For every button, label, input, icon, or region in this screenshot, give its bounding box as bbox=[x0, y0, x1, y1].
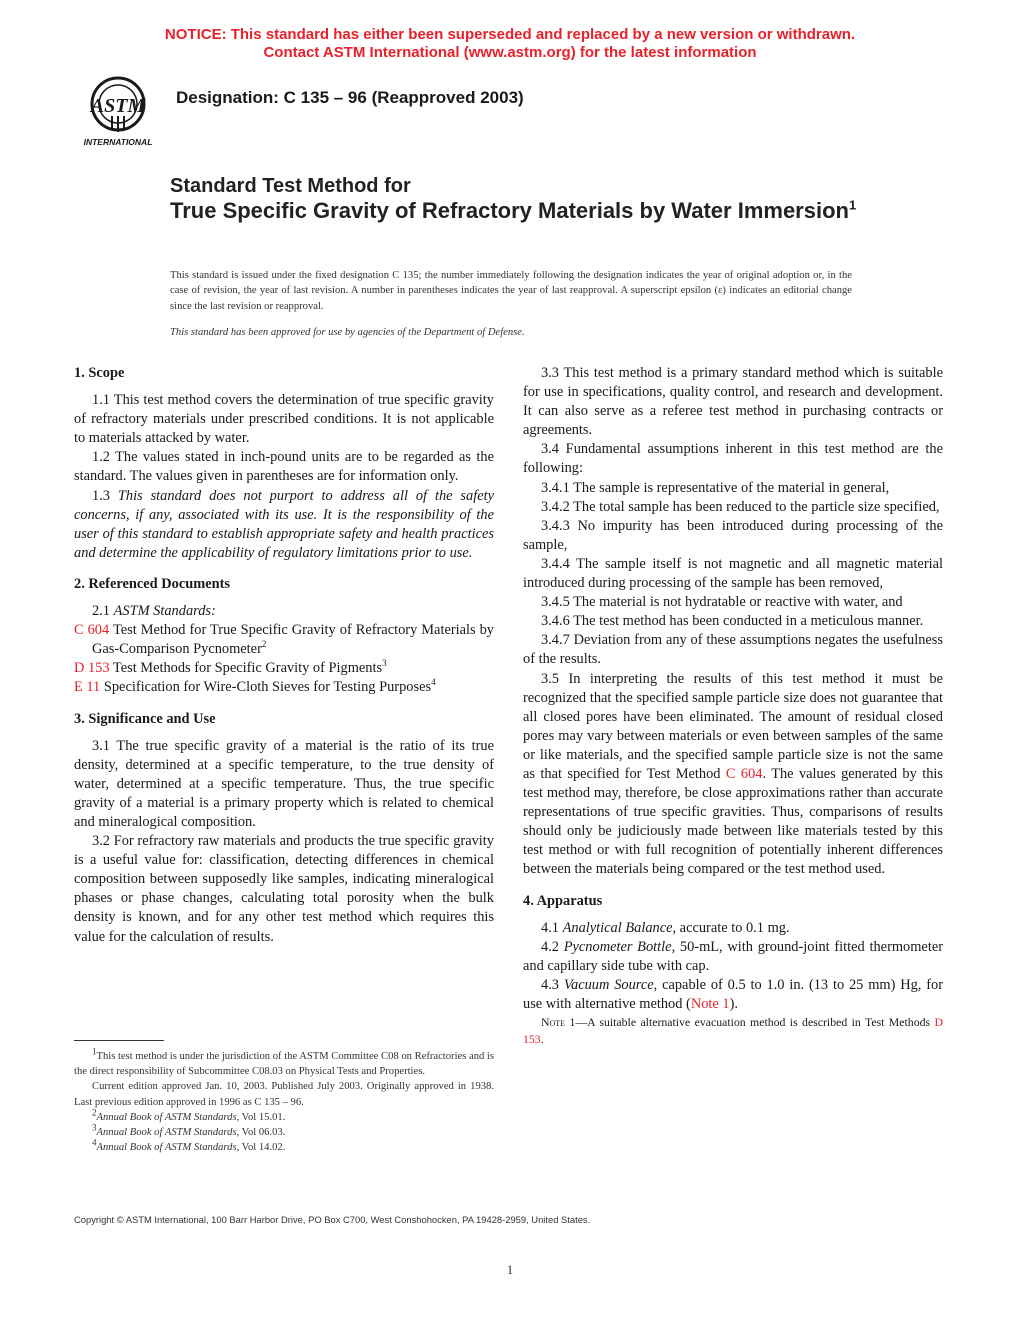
ref-d153: D 153 Test Methods for Specific Gravity of Pigments$^3$ bbox=[74, 658, 387, 677]
apparatus-heading: 4. Apparatus bbox=[523, 892, 603, 909]
notice-line-1: NOTICE: This standard has either been superseded and replaced by a new version or withdrawn. bbox=[164, 26, 856, 43]
para-3-4-3: 3.4.3 No impurity has been introduced during processing of the sample, bbox=[523, 517, 943, 553]
significance-heading: 3. Significance and Use bbox=[74, 710, 216, 727]
para-3-1: 3.1 The true specific gravity of a material is the ratio of its true density, determined at a specific temperature, to the true density of water, determined at a specific temperature. Thus, the true specific gravity of a material is a primary property which is related to chemical and mineralogical composition. bbox=[74, 737, 494, 830]
astm-logo bbox=[72, 72, 164, 150]
referenced-heading: 2. Referenced Documents bbox=[74, 575, 230, 592]
supersede-notice bbox=[0, 26, 1020, 62]
ref-c604: C 604 Test Method for True Specific Gravity of Refractory Materials by Gas-Comparison Pycnometer$^2$ bbox=[74, 622, 494, 658]
para-3-4-7: 3.4.7 Deviation from any of these assumptions negates the usefulness of the results. bbox=[523, 632, 943, 668]
para-4-1: 4.1 Analytical Balance, accurate to 0.1 mg. bbox=[541, 919, 790, 936]
para-1-3: 1.3 This standard does not purport to address all of the safety concerns, if any, associated with its use. It is the responsibility of the user of this standard to establish appropriate safety and health practices and determine the applicability of regulatory limitations prior to use. bbox=[74, 487, 494, 561]
page-number: 1 bbox=[506, 1262, 514, 1277]
svg-text:ASTM: ASTM bbox=[90, 95, 146, 117]
title-footnote-mark: 1 bbox=[848, 197, 857, 213]
notice-line-2: Contact ASTM International (www.astm.org) for the latest information bbox=[263, 44, 757, 61]
para-1-2: 1.2 The values stated in inch-pound units are to be regarded as the standard. The values given in parentheses are for information only. bbox=[74, 449, 494, 485]
para-3-5: 3.5 In interpreting the results of this test method it must be recognized that the specified sample particle size does not guarantee that all closed pores have been eliminated. The amount of residual closed pores may vary between materials or even between samples of the same or like materials, and the specified sample particle size is not the same as that specified for Test Method C 604. The values generated by this test method may, therefore, be close approximations rather than accurate representations of true specific gravities. Thus, comparisons of results should only be judiciously made between like materials tested by this test method or with full recognition of potentially inherent differences between the materials being compared or the test method used. bbox=[523, 670, 943, 878]
para-3-4: 3.4 Fundamental assumptions inherent in this test method are the following: bbox=[523, 441, 943, 477]
link-c604[interactable]: C 604 bbox=[725, 765, 763, 782]
footnote-2: $^2$Annual Book of ASTM Standards, Vol 15.01. bbox=[92, 1107, 286, 1123]
footnote-1: $^1$This test method is under the jurisdiction of the ASTM Committee C08 on Refractories and is the direct responsibility of Subcommittee C08.03 on Physical Tests and Properties. bbox=[74, 1046, 495, 1078]
para-3-4-1: 3.4.1 The sample is representative of the material in general, bbox=[541, 479, 890, 496]
para-3-2: 3.2 For refractory raw materials and products the true specific gravity is a useful value for: classification, detecting differences in chemical composition between supposedly like samples, indicating mineralogical phases or phase changes, calculating total porosity when the bulk density is known, and for any other test method which requires this value for the calculation of results. bbox=[74, 833, 494, 945]
note-1: Note 1—A suitable alternative evacuation method is described in Test Methods D 153. bbox=[523, 1015, 943, 1047]
para-3-4-5: 3.4.5 The material is not hydratable or reactive with water, and bbox=[541, 594, 903, 611]
ref-code-c604[interactable]: C 604 bbox=[74, 622, 110, 639]
ref-code-e11[interactable]: E 11 bbox=[74, 679, 101, 696]
para-1-1: 1.1 This test method covers the determination of true specific gravity of refractory materials under prescribed conditions. It is not applicable to materials attacked by water. bbox=[74, 392, 494, 447]
para-3-4-4: 3.4.4 The sample itself is not magnetic and all magnetic material introduced during processing of the sample has been removed, bbox=[523, 555, 943, 592]
right-column bbox=[523, 364, 943, 1048]
designation: Designation: C 135 – 96 (Reapproved 2003) bbox=[176, 88, 524, 107]
dod-note: This standard has been approved for use by agencies of the Department of Defense. bbox=[170, 327, 525, 338]
copyright: Copyright © ASTM International, 100 Barr Harbor Drive, PO Box C700, West Conshohocken, PA 19428-2959, United States. bbox=[74, 1214, 591, 1225]
para-3-4-2: 3.4.2 The total sample has been reduced to the particle size specified, bbox=[541, 498, 940, 515]
footnote-1-edition: Current edition approved Jan. 10, 2003. Published July 2003. Originally approved in 1938. Last previous edition approved in 1996 as C 135 – 96. bbox=[74, 1081, 494, 1108]
para-3-4-6: 3.4.6 The test method has been conducted in a meticulous manner. bbox=[541, 613, 924, 630]
para-3-3: 3.3 This test method is a primary standard method which is suitable for use in specifications, quality control, and research and development. It can also serve as a referee test method in purchasing contracts or agreements. bbox=[523, 365, 943, 439]
para-4-2: 4.2 Pycnometer Bottle, 50-mL, with ground-joint fitted thermometer and capillary side tube with cap. bbox=[523, 938, 944, 974]
footnote-3: $^3$Annual Book of ASTM Standards, Vol 06.03. bbox=[92, 1122, 286, 1139]
para-2-1: 2.1 ASTM Standards: bbox=[92, 603, 216, 620]
footnote-4: $^4$Annual Book of ASTM Standards, Vol 14.02. bbox=[92, 1137, 286, 1154]
left-column bbox=[74, 364, 494, 947]
para-4-3: 4.3 Vacuum Source, capable of 0.5 to 1.0 in. (13 to 25 mm) Hg, for use with alternative method (Note 1). bbox=[523, 976, 943, 1012]
title-line-1: Standard Test Method for bbox=[170, 175, 411, 197]
link-note-1[interactable]: Note 1 bbox=[690, 996, 730, 1012]
standard-note: This standard is issued under the fixed designation C 135; the number immediately following the designation indicates the year of original adoption or, in the case of revision, the year of last revision. A number in parentheses indicates the year of last reapproval. A superscript epsilon (ε) indicates an editorial change since the last revision or reapproval. bbox=[170, 270, 852, 312]
title-line-2: True Specific Gravity of Refractory Materials by Water Immersion$^1$ bbox=[170, 197, 857, 223]
footnote-rule bbox=[74, 1040, 164, 1041]
ref-e11: E 11 Specification for Wire-Cloth Sieves for Testing Purposes$^4$ bbox=[74, 677, 436, 696]
footnotes bbox=[74, 1040, 494, 1155]
logo-label: INTERNATIONAL bbox=[83, 137, 153, 147]
ref-code-d153[interactable]: D 153 bbox=[74, 660, 110, 677]
scope-heading: 1. Scope bbox=[74, 365, 125, 381]
link-d153[interactable]: D 153 bbox=[523, 1015, 943, 1047]
document-title bbox=[170, 174, 930, 224]
